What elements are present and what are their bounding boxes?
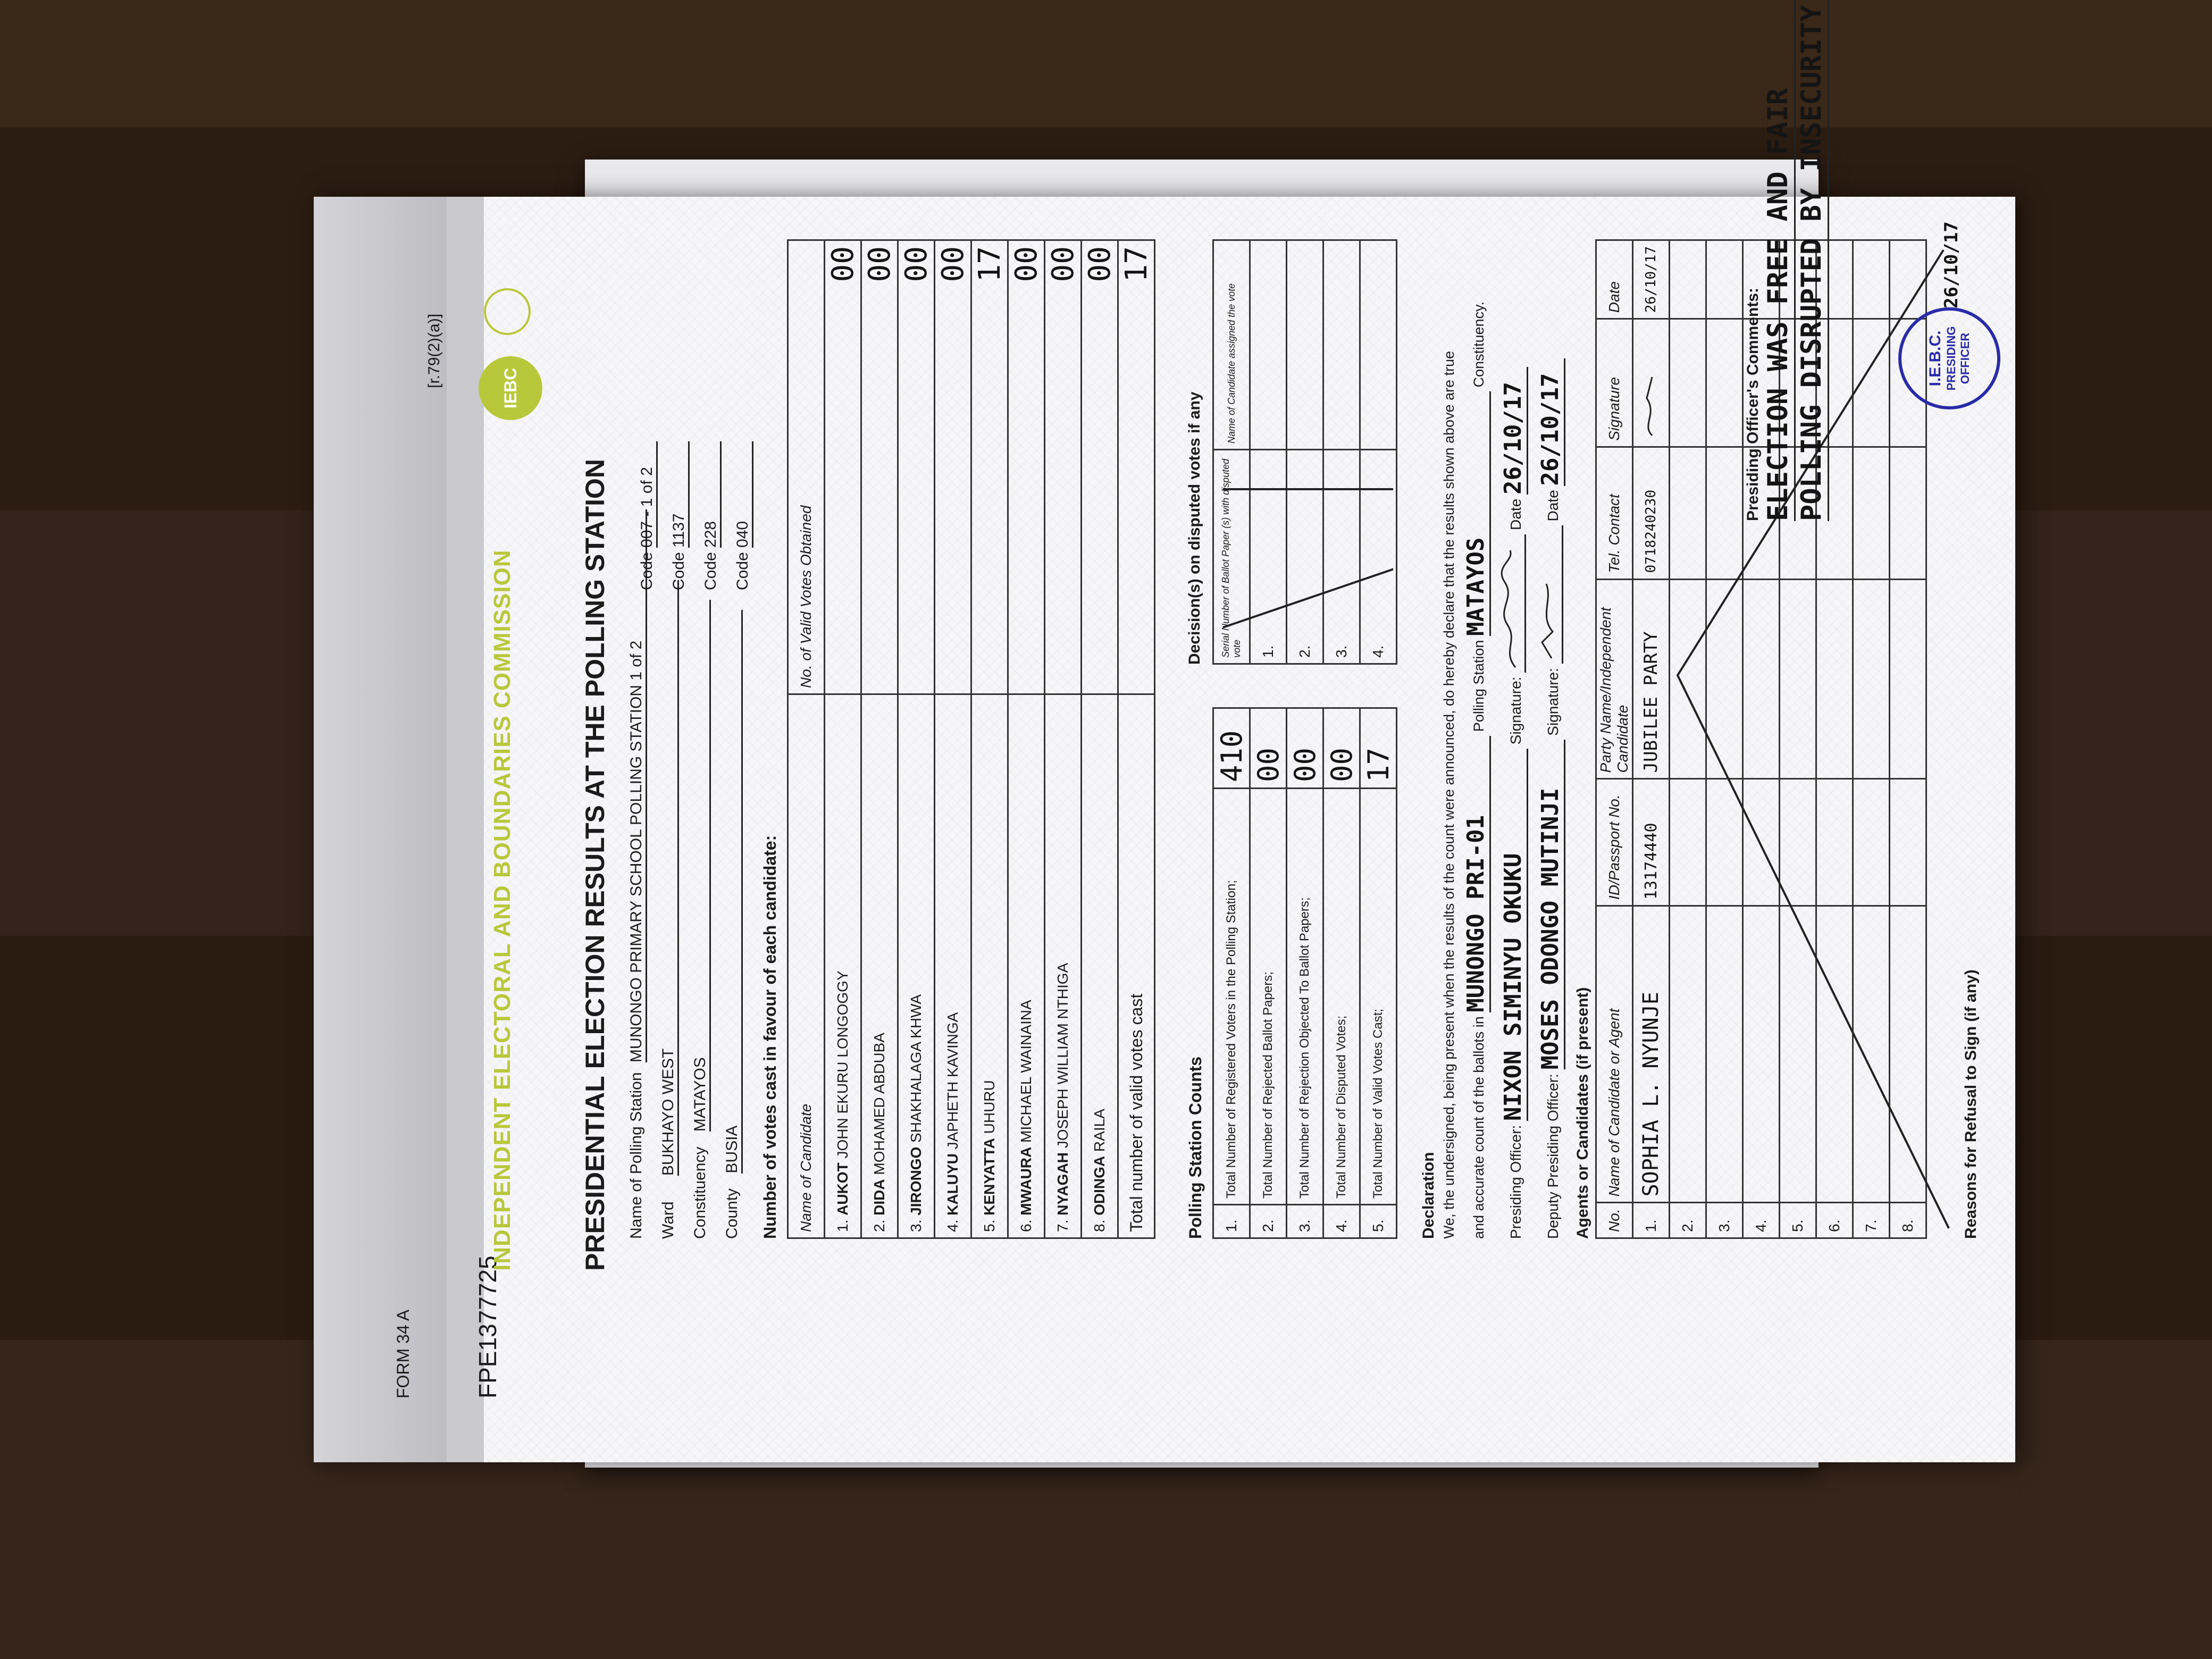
candidate-cell xyxy=(825,694,861,1238)
row-no: 1. xyxy=(1250,450,1287,664)
po-label: Presiding Officer: xyxy=(1507,1125,1524,1239)
row-no: 6. xyxy=(1018,1219,1034,1232)
constituency-value: MATAYOS xyxy=(691,600,711,1132)
given-names: JAPHETH KAVINGA xyxy=(944,1012,961,1150)
signature-scribble xyxy=(1639,345,1660,441)
surname: DIDA xyxy=(871,1179,887,1216)
surname: KENYATTA xyxy=(981,1138,998,1216)
code-label: Code xyxy=(638,552,656,590)
stamp-bottom-text: OFFICER xyxy=(1958,332,1972,384)
row-no: 3. xyxy=(1287,1205,1323,1238)
count-value: 410 xyxy=(1213,708,1250,789)
county-label: County xyxy=(723,1188,741,1239)
count-value: 00 xyxy=(1323,708,1360,789)
table-row xyxy=(1250,708,1287,1238)
given-names: JOSEPH WILLIAM NTHIGA xyxy=(1054,962,1071,1149)
rule-reference: [r.79(2)(a)] xyxy=(425,313,443,388)
col-tel: Tel. Contact xyxy=(1596,447,1633,579)
polling-station-label: Name of Polling Station xyxy=(627,1072,645,1239)
agent-signature xyxy=(1633,319,1670,447)
total-votes: 17 xyxy=(1118,240,1155,694)
row-no: 5. xyxy=(981,1219,998,1232)
stamp-date: 26/10/17 xyxy=(1941,221,1962,308)
polling-station-value: MUNONGO PRIMARY SCHOOL POLLING STATION 1 of 2 xyxy=(627,509,647,1062)
row-no: 2. xyxy=(871,1219,887,1232)
agent-name: SOPHIA L. NYUNJE xyxy=(1633,906,1670,1202)
dpo-date: 26/10/17 xyxy=(1537,358,1565,486)
table-header-row xyxy=(1596,240,1633,1238)
logo-text: IEBC xyxy=(500,367,520,409)
row-no: 3. xyxy=(1323,450,1360,664)
given-names: MOHAMED ABDUBA xyxy=(871,1033,887,1175)
comments-block xyxy=(1744,0,1920,521)
row-no: 4. xyxy=(1323,1205,1360,1238)
row-no: 7. xyxy=(1853,1203,1890,1238)
refusal-heading: Reasons for Refusal to Sign (if any) xyxy=(1962,969,1980,1239)
ward-code: 1137 xyxy=(670,441,690,548)
po-signature-label: Signature: xyxy=(1507,676,1524,745)
ward-code-row xyxy=(670,441,690,590)
surname: JIRONGO xyxy=(908,1146,924,1216)
votes-heading: Number of votes cast in favour of each candidate: xyxy=(760,835,780,1239)
declaration-text-1: We, the undersigned, being present when the results of the count were announced, do hereby declare that the results shown above are true xyxy=(1441,350,1457,1239)
row-no: 5. xyxy=(1360,1205,1397,1238)
row-no: 4. xyxy=(1743,1203,1780,1238)
po-date-label: Date xyxy=(1507,498,1524,530)
table-row xyxy=(1008,240,1045,1238)
col-no: No. xyxy=(1596,1203,1633,1238)
code-label: Code xyxy=(734,552,751,590)
surname: KALUYU xyxy=(944,1153,961,1216)
stamp-mid-text: PRESIDING xyxy=(1945,326,1958,391)
count-value: 00 xyxy=(1250,708,1287,789)
ward-label: Ward xyxy=(659,1201,677,1239)
po-date: 26/10/17 xyxy=(1499,367,1528,495)
row-no: 3. xyxy=(1706,1203,1743,1238)
deputy-officer-row xyxy=(1537,229,1565,1239)
form-number: FORM 34 A xyxy=(393,1309,413,1398)
table-row xyxy=(935,240,971,1238)
constituency-row xyxy=(691,600,711,1239)
code-label: Code xyxy=(670,552,688,590)
disputed-heading: Decision(s) on disputed votes if any xyxy=(1186,391,1203,665)
row-no: 3. xyxy=(908,1219,924,1232)
row-no: 7. xyxy=(1054,1219,1071,1232)
county-value: BUSIA xyxy=(723,610,743,1174)
ward-value: BUKHAYO WEST xyxy=(659,580,679,1176)
constituency-word: Constituency. xyxy=(1471,301,1487,388)
declaration-text-2: and accurate count of the ballots in xyxy=(1471,1016,1487,1239)
total-label: Total number of valid votes cast xyxy=(1118,694,1155,1238)
candidate-cell xyxy=(1008,694,1045,1238)
counts-heading: Polling Station Counts xyxy=(1186,1056,1205,1239)
row-no: 4. xyxy=(1360,450,1397,664)
polling-station-row xyxy=(627,509,647,1239)
votes-cell: 00 xyxy=(825,240,861,694)
commission-name: INDEPENDENT ELECTORAL AND BOUNDARIES COMMISSION xyxy=(489,549,515,1271)
candidate-table xyxy=(787,239,1155,1239)
surname: ODINGA xyxy=(1091,1155,1108,1216)
candidate-cell xyxy=(861,694,898,1238)
total-row xyxy=(1118,240,1155,1238)
col-valid-votes: No. of Valid Votes Obtained xyxy=(788,240,825,694)
given-names: SHAKHALAGA KHWA xyxy=(908,994,924,1143)
declaration-station-hand: MUNONGO PRI-01 xyxy=(1462,736,1491,1012)
votes-cell: 00 xyxy=(1082,240,1118,694)
candidate-cell xyxy=(935,694,971,1238)
candidate-cell xyxy=(971,694,1008,1238)
table-row xyxy=(1213,708,1250,1238)
comment-line-1: ELECTION WAS FREE AND FAIR xyxy=(1762,0,1796,521)
constituency-label: Constituency xyxy=(691,1146,709,1239)
po-name: NIXON SIMINYU OKUKU xyxy=(1499,749,1528,1121)
agent-tel: 0718240230 xyxy=(1633,447,1670,579)
surname: NYAGAH xyxy=(1054,1152,1071,1216)
agents-heading: Agents or Candidates (if present) xyxy=(1574,987,1591,1239)
col-date: Date xyxy=(1596,240,1633,319)
table-row xyxy=(1287,708,1323,1238)
table-row xyxy=(1045,240,1082,1238)
votes-cell: 17 xyxy=(971,240,1008,694)
table-row xyxy=(898,240,935,1238)
count-label: Total Number of Rejected Ballot Papers; xyxy=(1250,789,1287,1205)
signature-scribble xyxy=(1537,536,1558,664)
polling-station-word: Polling Station xyxy=(1471,640,1487,732)
agent-date: 26/10/17 xyxy=(1633,240,1670,319)
votes-cell: 00 xyxy=(861,240,898,694)
count-value: 00 xyxy=(1287,708,1323,789)
serial-text: FPE1377725 xyxy=(474,1255,501,1398)
agent-id: 13174440 xyxy=(1633,779,1670,906)
table-row xyxy=(1323,708,1360,1238)
given-names: RAILA xyxy=(1091,1109,1108,1152)
count-label: Total Number of Valid Votes Cast; xyxy=(1360,789,1397,1205)
strike-line xyxy=(1223,489,1393,627)
table-row xyxy=(1633,240,1670,1238)
table-row xyxy=(971,240,1008,1238)
declaration-line-2 xyxy=(1462,229,1491,1239)
count-label: Total Number of Registered Voters in the Polling Station; xyxy=(1213,789,1250,1205)
row-no: 8. xyxy=(1091,1219,1108,1232)
constituency-code: 228 xyxy=(702,441,722,548)
county-code: 040 xyxy=(734,441,753,548)
count-label: Total Number of Disputed Votes; xyxy=(1323,789,1360,1205)
given-names: UHURU xyxy=(981,1080,998,1134)
table-row xyxy=(1082,240,1118,1238)
col-party: Party Name/Independent Candidate xyxy=(1596,579,1633,779)
map-icon xyxy=(484,288,531,335)
row-no: 2. xyxy=(1670,1203,1706,1238)
row-no: 2. xyxy=(1287,450,1323,664)
count-label: Total Number of Rejection Objected To Ballot Papers; xyxy=(1287,789,1323,1205)
county-code-row xyxy=(734,441,753,590)
table-row xyxy=(1360,708,1397,1238)
votes-cell: 00 xyxy=(1045,240,1082,694)
agent-party: JUBILEE PARTY xyxy=(1633,579,1670,779)
col-id: ID/Passport No. xyxy=(1596,779,1633,906)
row-no: 4. xyxy=(944,1219,961,1232)
polling-code: 007 - 1 of 2 xyxy=(638,441,658,548)
col-serial: Serial Number of Ballot Paper (s) with disputed vote xyxy=(1213,450,1250,664)
col-assigned-candidate: Name of Candidate assigned the vote xyxy=(1213,240,1250,450)
votes-cell: 00 xyxy=(1008,240,1045,694)
dpo-label: Deputy Presiding Officer: xyxy=(1545,1074,1561,1239)
signature-scribble xyxy=(1499,545,1521,673)
ward-row xyxy=(659,580,679,1239)
constituency-code-row xyxy=(702,441,722,590)
code-label: Code xyxy=(702,552,719,590)
form-title: PRESIDENTIAL ELECTION RESULTS AT THE POLLING STATION xyxy=(580,459,610,1271)
declaration-heading: Declaration xyxy=(1420,1152,1437,1239)
row-no: 5. xyxy=(1780,1203,1816,1238)
polling-code-row xyxy=(638,441,658,590)
col-agent-name: Name of Candidate or Agent xyxy=(1596,906,1633,1202)
county-row xyxy=(723,610,743,1239)
row-no: 6. xyxy=(1816,1203,1853,1238)
row-no: 1. xyxy=(1213,1205,1250,1238)
po-signature xyxy=(1499,534,1526,673)
candidate-cell xyxy=(1045,694,1082,1238)
row-no: 1. xyxy=(834,1219,851,1232)
table-header-row xyxy=(788,240,825,1238)
given-names: MICHAEL WAINAINA xyxy=(1018,1000,1034,1143)
dpo-signature-label: Signature: xyxy=(1545,668,1561,736)
row-no: 8. xyxy=(1890,1203,1926,1238)
stamp-top-text: I.E.B.C. xyxy=(1926,330,1944,387)
presiding-officer-row xyxy=(1499,229,1528,1239)
count-value: 17 xyxy=(1360,708,1397,789)
serial-number xyxy=(473,1255,502,1398)
dpo-name: MOSES ODONGO MUTINJI xyxy=(1537,740,1565,1069)
dpo-signature xyxy=(1537,525,1563,664)
col-signature: Signature xyxy=(1596,319,1633,447)
iebc-logo xyxy=(479,356,542,420)
candidate-cell xyxy=(1082,694,1118,1238)
surname: AUKOT xyxy=(834,1162,851,1216)
row-no: 2. xyxy=(1250,1205,1287,1238)
z-strike-disputed xyxy=(1212,239,1393,665)
dpo-date-label: Date xyxy=(1545,490,1561,522)
row-no: 1. xyxy=(1633,1203,1670,1238)
comments-heading: Presiding Officer's Comments: xyxy=(1744,288,1762,521)
counts-table xyxy=(1212,707,1397,1239)
given-names: JOHN EKURU LONGOGGY xyxy=(834,970,851,1159)
votes-cell: 00 xyxy=(898,240,935,694)
candidate-cell xyxy=(898,694,935,1238)
votes-cell: 00 xyxy=(935,240,971,694)
col-candidate-name: Name of Candidate xyxy=(788,694,825,1238)
surname: MWAURA xyxy=(1018,1146,1034,1216)
table-row xyxy=(861,240,898,1238)
declaration-constituency-hand: MATAYOS xyxy=(1462,391,1491,636)
table-row xyxy=(825,240,861,1238)
comment-line-2: POLLING DISRUPTED BY INSECURITY xyxy=(1796,0,1829,521)
